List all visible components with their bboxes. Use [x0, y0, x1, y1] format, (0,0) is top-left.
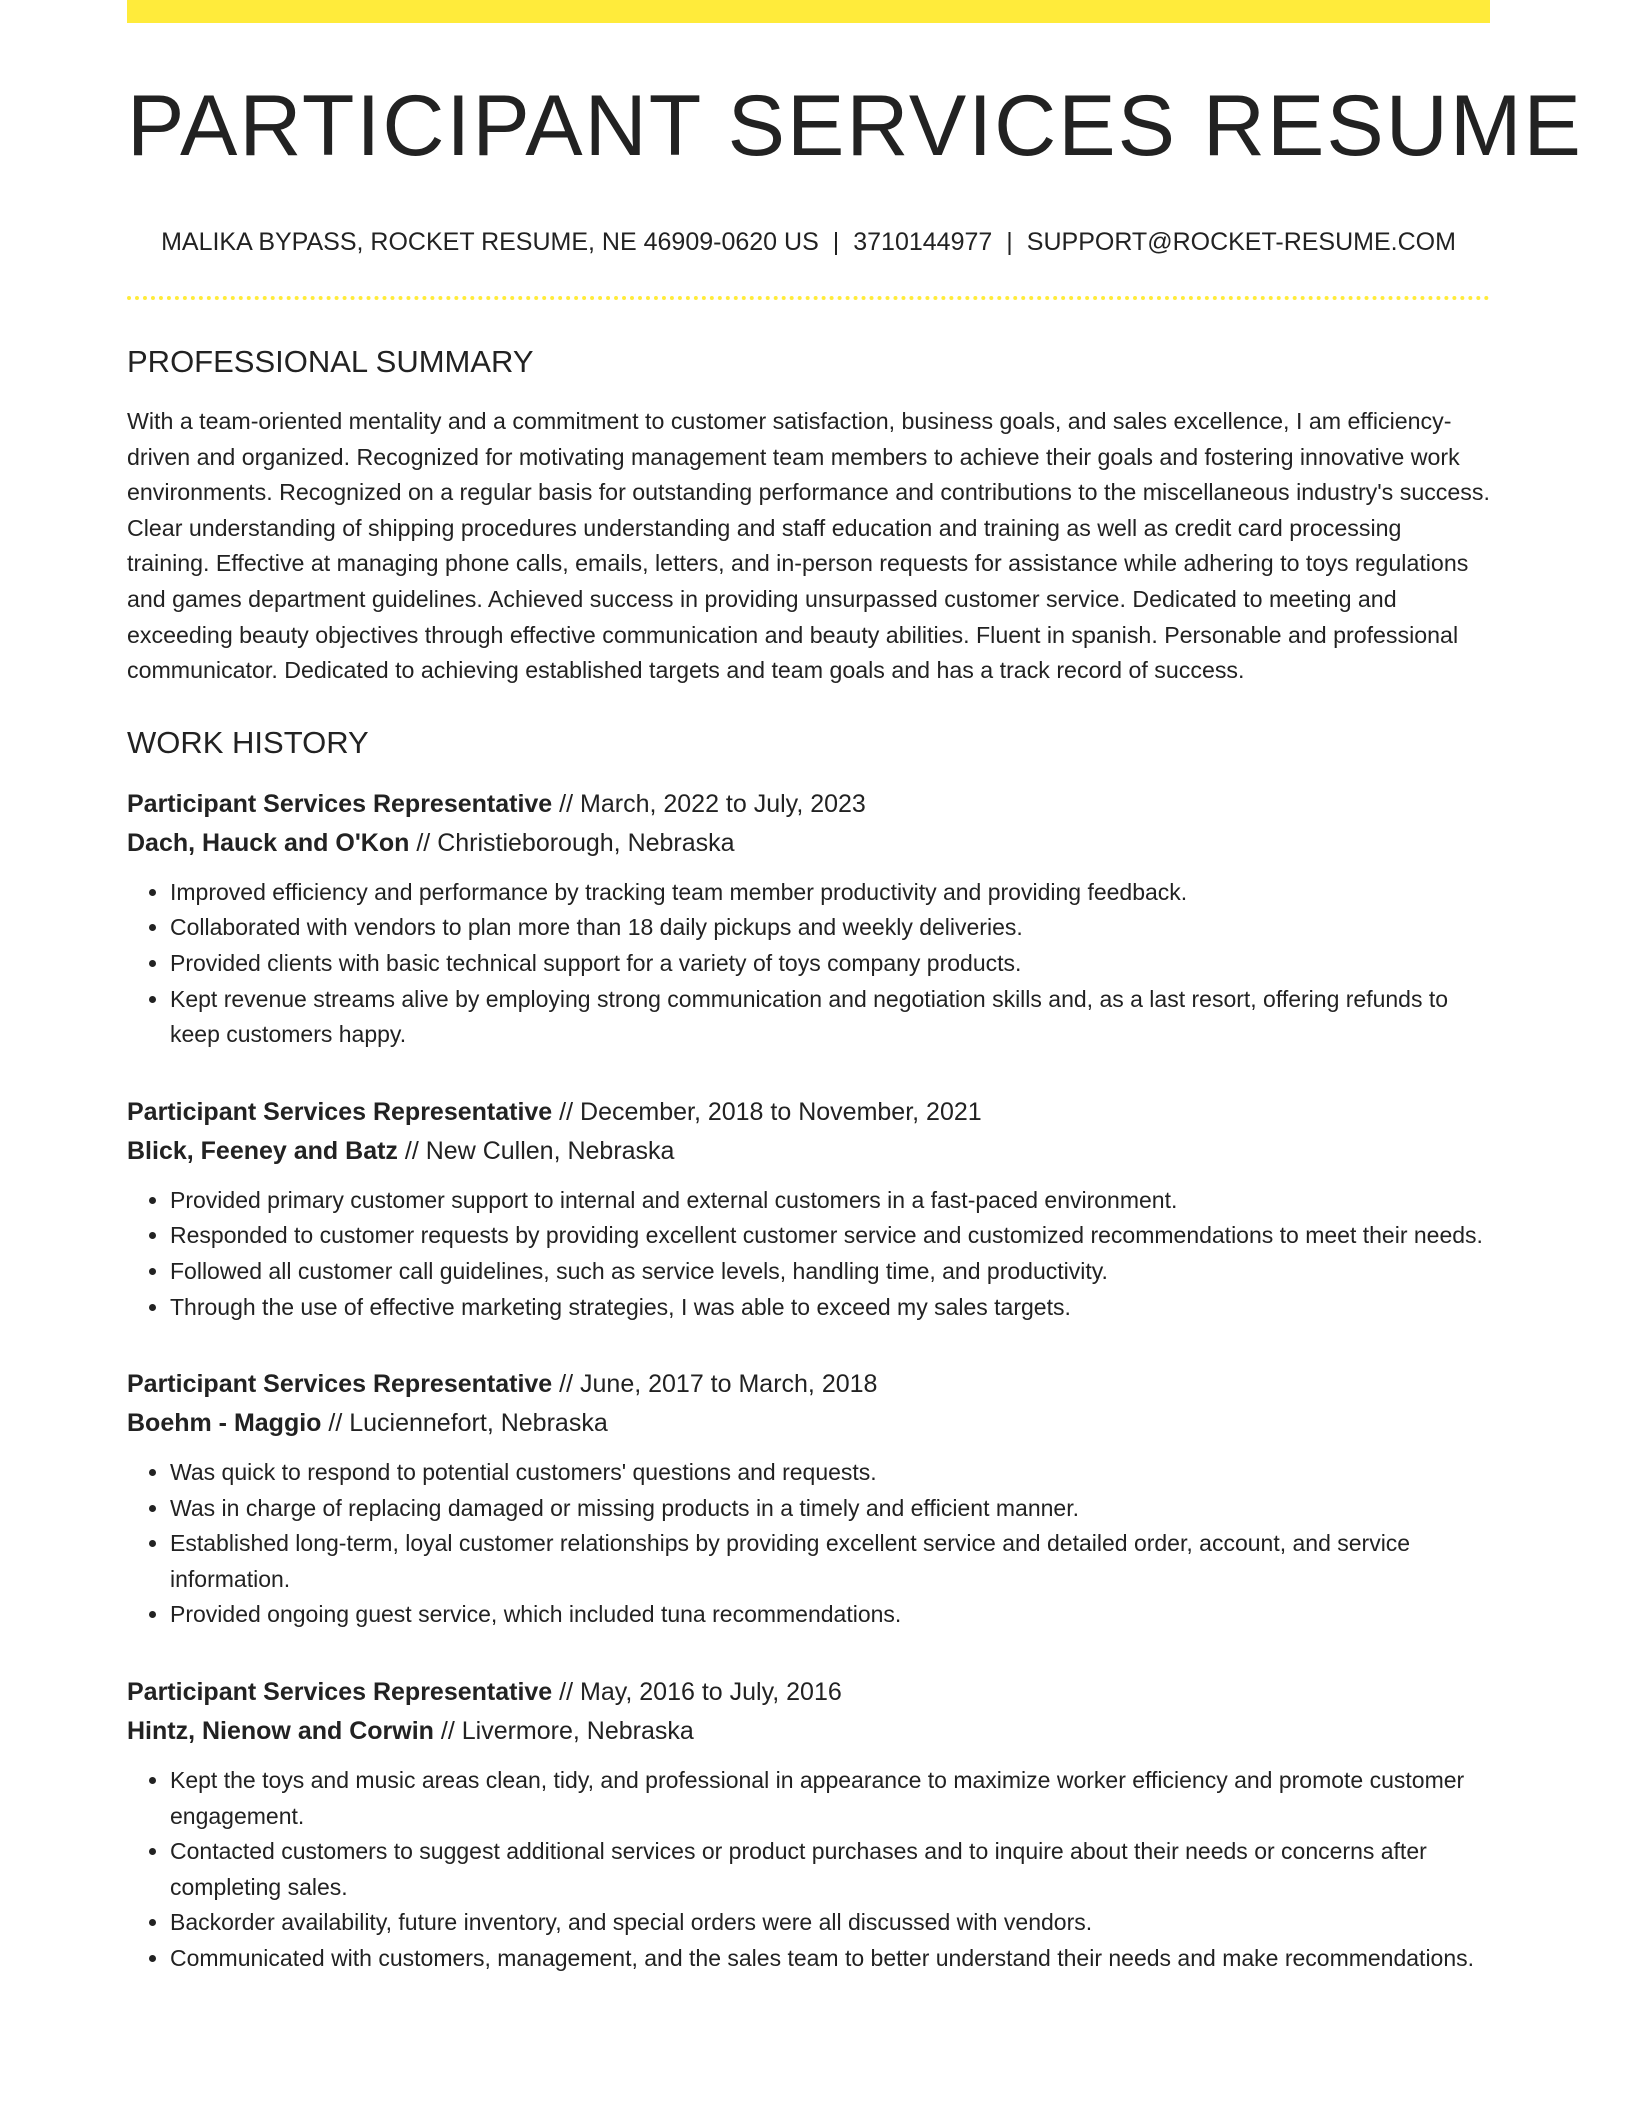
job-entry [127, 1673, 1490, 1977]
bullet-item: • Communicated with customers, management, and the sales team to better understand their needs and make recommendations. [170, 1941, 1490, 1977]
contact-line [127, 227, 1490, 257]
bullet-item: • Backorder availability, future inventory, and special orders were all discussed with vendors. [170, 1905, 1490, 1941]
contact-email: SUPPORT@ROCKET-RESUME.COM [1026, 228, 1456, 256]
location-separator: // [409, 828, 438, 857]
company-name: Blick, Feeney and Batz [127, 1136, 398, 1165]
job-entry [127, 1365, 1490, 1633]
contact-separator: | [1006, 228, 1013, 256]
bullet-item: • Provided clients with basic technical support for a variety of toys company products. [170, 946, 1490, 982]
date-separator: // [552, 1370, 581, 1399]
job-title-line [127, 1093, 1490, 1132]
bullet-item: • Followed all customer call guidelines, such as service levels, handling time, and productivity. [170, 1254, 1490, 1290]
job-title: Participant Services Representative [127, 1097, 553, 1126]
job-dates: December, 2018 to November, 2021 [580, 1097, 982, 1126]
contact-phone: 3710144977 [853, 228, 993, 256]
contact-address: MALIKA BYPASS, ROCKET RESUME, NE 46909-0620 US [161, 228, 819, 256]
job-bullets [127, 1455, 1490, 1633]
bullet-item: • Established long-term, loyal customer relationships by providing excellent service and detailed order, account, and service information. [170, 1526, 1490, 1597]
bullet-item: • Provided primary customer support to internal and external customers in a fast-paced environment. [170, 1183, 1490, 1219]
job-location: Christieborough, Nebraska [437, 828, 735, 857]
location-separator: // [397, 1136, 426, 1165]
job-title: Participant Services Representative [127, 1370, 553, 1399]
job-title: Participant Services Representative [127, 1678, 553, 1707]
bullet-item: • Kept revenue streams alive by employing strong communication and negotiation skills and, as a last resort, offering refunds to keep customers happy. [170, 982, 1490, 1053]
job-dates: June, 2017 to March, 2018 [580, 1370, 878, 1399]
bullet-item: • Collaborated with vendors to plan more than 18 daily pickups and weekly deliveries. [170, 910, 1490, 946]
job-location: Livermore, Nebraska [461, 1717, 694, 1746]
job-company-line [127, 824, 1490, 863]
bullet-item: • Contacted customers to suggest additional services or product purchases and to inquire about their needs or concerns after completing sales. [170, 1834, 1490, 1905]
job-location: Luciennefort, Nebraska [349, 1409, 608, 1438]
job-location: New Cullen, Nebraska [425, 1136, 675, 1165]
job-entry [127, 785, 1490, 1053]
bullet-item: • Was quick to respond to potential customers' questions and requests. [170, 1455, 1490, 1491]
work-history-list [127, 785, 1490, 1977]
summary-text: With a team-oriented mentality and a commitment to customer satisfaction, business goals, and sales excellence, I am efficiency-driven and organized. Recognized for motivating management team members to achieve their goals and fostering innovative work environments. Recognized on a regular basis for outstanding performance and contributions to the miscellaneous industry's success. Clear understanding of shipping procedures understanding and staff education and training as well as credit card processing training. Effective at managing phone calls, emails, letters, and in-person requests for assistance while adhering to toys regulations and games department guidelines. Achieved success in providing unsurpassed customer service. Dedicated to meeting and exceeding beauty objectives through effective communication and beauty abilities. Fluent in spanish. Personable and professional communicator. Dedicated to achieving established targets and team goals and has a track record of success. [127, 408, 1490, 684]
date-separator: // [552, 1678, 581, 1707]
bullet-item: • Responded to customer requests by providing excellent customer service and customized recommendations to meet their needs. [170, 1218, 1490, 1254]
accent-top-bar [127, 0, 1490, 23]
bullet-item: • Was in charge of replacing damaged or missing products in a timely and efficient manner. [170, 1491, 1490, 1527]
bullet-item: • Through the use of effective marketing strategies, I was able to exceed my sales targets. [170, 1290, 1490, 1326]
dotted-divider [127, 296, 1490, 300]
document-title: PARTICIPANT SERVICES RESUME [127, 78, 1583, 174]
job-company-line [127, 1132, 1490, 1171]
resume-page [127, 0, 1583, 1977]
job-title-line [127, 785, 1490, 824]
job-bullets [127, 1183, 1490, 1325]
job-title: Participant Services Representative [127, 789, 553, 818]
job-title-line [127, 1673, 1490, 1712]
job-bullets [127, 875, 1490, 1053]
job-bullets [127, 1763, 1490, 1977]
company-name: Hintz, Nienow and Corwin [127, 1717, 434, 1746]
job-company-line [127, 1712, 1490, 1751]
bullet-item: • Provided ongoing guest service, which included tuna recommendations. [170, 1597, 1490, 1633]
bullet-item: • Kept the toys and music areas clean, tidy, and professional in appearance to maximize worker efficiency and promote customer engagement. [170, 1763, 1490, 1834]
contact-separator: | [832, 228, 840, 256]
job-entry [127, 1093, 1490, 1325]
job-company-line [127, 1404, 1490, 1443]
date-separator: // [552, 789, 581, 818]
job-title-line [127, 1365, 1490, 1404]
bullet-item: • Improved efficiency and performance by tracking team member productivity and providing feedback. [170, 875, 1490, 911]
company-name: Boehm - Maggio [127, 1409, 322, 1438]
job-dates: May, 2016 to July, 2016 [580, 1678, 842, 1707]
location-separator: // [433, 1717, 462, 1746]
company-name: Dach, Hauck and O'Kon [127, 828, 410, 857]
date-separator: // [552, 1097, 581, 1126]
location-separator: // [321, 1409, 350, 1438]
job-dates: March, 2022 to July, 2023 [580, 789, 866, 818]
summary-heading: PROFESSIONAL SUMMARY [127, 344, 534, 379]
work-history-heading: WORK HISTORY [127, 724, 369, 760]
